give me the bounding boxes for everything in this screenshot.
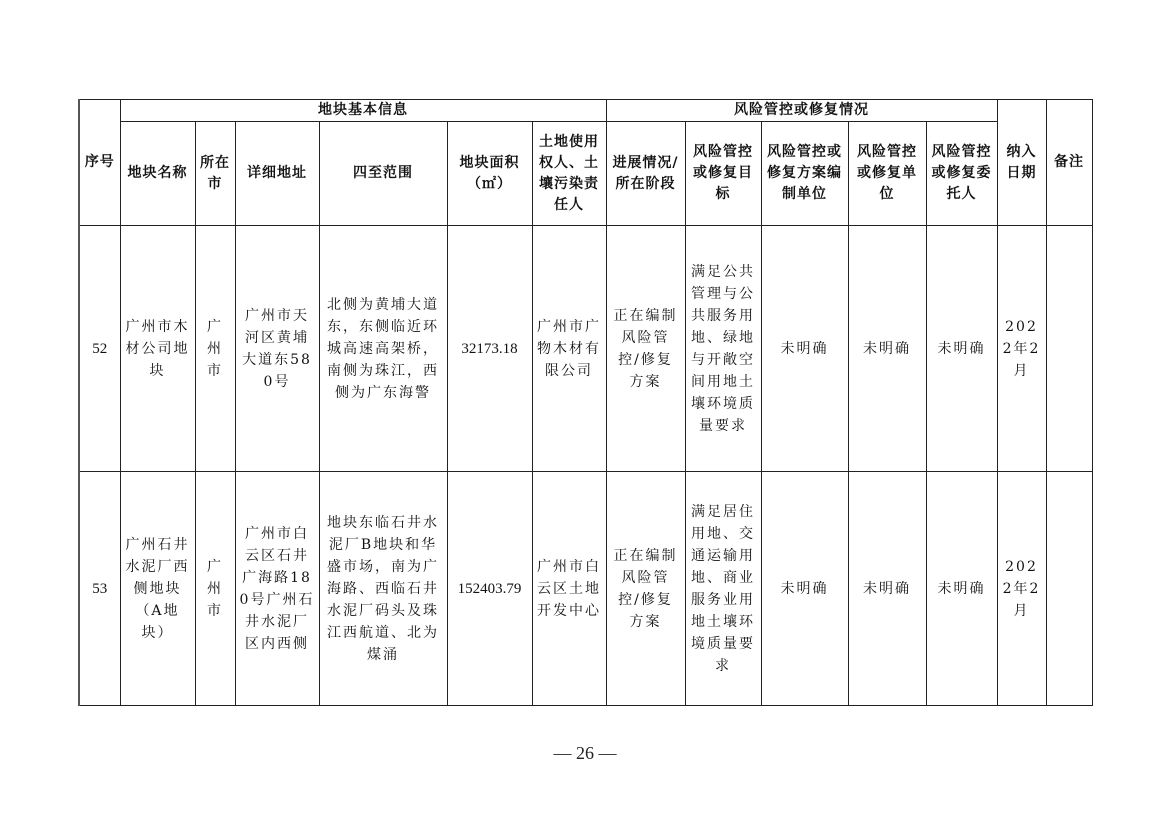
header-plot-name: 地块名称 xyxy=(120,122,195,226)
header-repair-unit: 风险管控或修复单位 xyxy=(848,122,926,226)
header-remarks: 备注 xyxy=(1046,100,1092,226)
header-target: 风险管控或修复目标 xyxy=(685,122,761,226)
cell-seq: 53 xyxy=(79,472,120,706)
cell-date-included: 2022年2月 xyxy=(997,226,1046,472)
header-risk-control: 风险管控或修复情况 xyxy=(606,100,997,122)
cell-target: 满足居住用地、交通运输用地、商业服务业用地土壤环境质量要求 xyxy=(685,472,761,706)
header-group-row xyxy=(79,100,1092,122)
cell-address: 广州市白云区石井广海路180号广州石井水泥厂区内西侧 xyxy=(235,472,319,706)
contaminated-land-register-table xyxy=(78,99,1093,706)
header-plan-unit: 风险管控或修复方案编制单位 xyxy=(761,122,848,226)
cell-area: 32173.18 xyxy=(447,226,532,472)
cell-progress: 正在编制风险管控/修复方案 xyxy=(606,226,685,472)
cell-repair-unit: 未明确 xyxy=(848,472,926,706)
header-city: 所在市 xyxy=(195,122,235,226)
cell-target: 满足公共管理与公共服务用地、绿地与开敞空间用地土壤环境质量要求 xyxy=(685,226,761,472)
cell-plan-unit: 未明确 xyxy=(761,226,848,472)
cell-client: 未明确 xyxy=(926,226,997,472)
cell-remarks xyxy=(1046,226,1092,472)
cell-owner: 广州市白云区土地开发中心 xyxy=(532,472,606,706)
header-owner: 土地使用权人、土壤污染责任人 xyxy=(532,122,606,226)
cell-remarks xyxy=(1046,472,1092,706)
table-row xyxy=(79,472,1092,706)
cell-progress: 正在编制风险管控/修复方案 xyxy=(606,472,685,706)
header-seq: 序号 xyxy=(79,100,120,226)
cell-seq: 52 xyxy=(79,226,120,472)
header-basic-info: 地块基本信息 xyxy=(120,100,606,122)
cell-city: 广州市 xyxy=(195,472,235,706)
header-boundaries: 四至范围 xyxy=(319,122,447,226)
header-address: 详细地址 xyxy=(235,122,319,226)
cell-area: 152403.79 xyxy=(447,472,532,706)
cell-plan-unit: 未明确 xyxy=(761,472,848,706)
cell-plot-name: 广州石井水泥厂西侧地块（A地块） xyxy=(120,472,195,706)
cell-plot-name: 广州市木材公司地块 xyxy=(120,226,195,472)
cell-owner: 广州市广物木材有限公司 xyxy=(532,226,606,472)
header-area: 地块面积（㎡） xyxy=(447,122,532,226)
cell-boundaries: 地块东临石井水泥厂B地块和华盛市场，南为广海路、西临石井水泥厂码头及珠江西航道、北为煤涌 xyxy=(319,472,447,706)
header-column-row xyxy=(79,122,1092,226)
cell-date-included: 2022年2月 xyxy=(997,472,1046,706)
cell-city: 广州市 xyxy=(195,226,235,472)
cell-client: 未明确 xyxy=(926,472,997,706)
header-progress: 进展情况/所在阶段 xyxy=(606,122,685,226)
page-number: — 26 — xyxy=(553,743,617,763)
cell-boundaries: 北侧为黄埔大道东，东侧临近环城高速高架桥，南侧为珠江，西侧为广东海警 xyxy=(319,226,447,472)
table-row xyxy=(79,226,1092,472)
header-client: 风险管控或修复委托人 xyxy=(926,122,997,226)
cell-address: 广州市天河区黄埔大道东580号 xyxy=(235,226,319,472)
cell-repair-unit: 未明确 xyxy=(848,226,926,472)
header-date-included: 纳入日期 xyxy=(997,100,1046,226)
